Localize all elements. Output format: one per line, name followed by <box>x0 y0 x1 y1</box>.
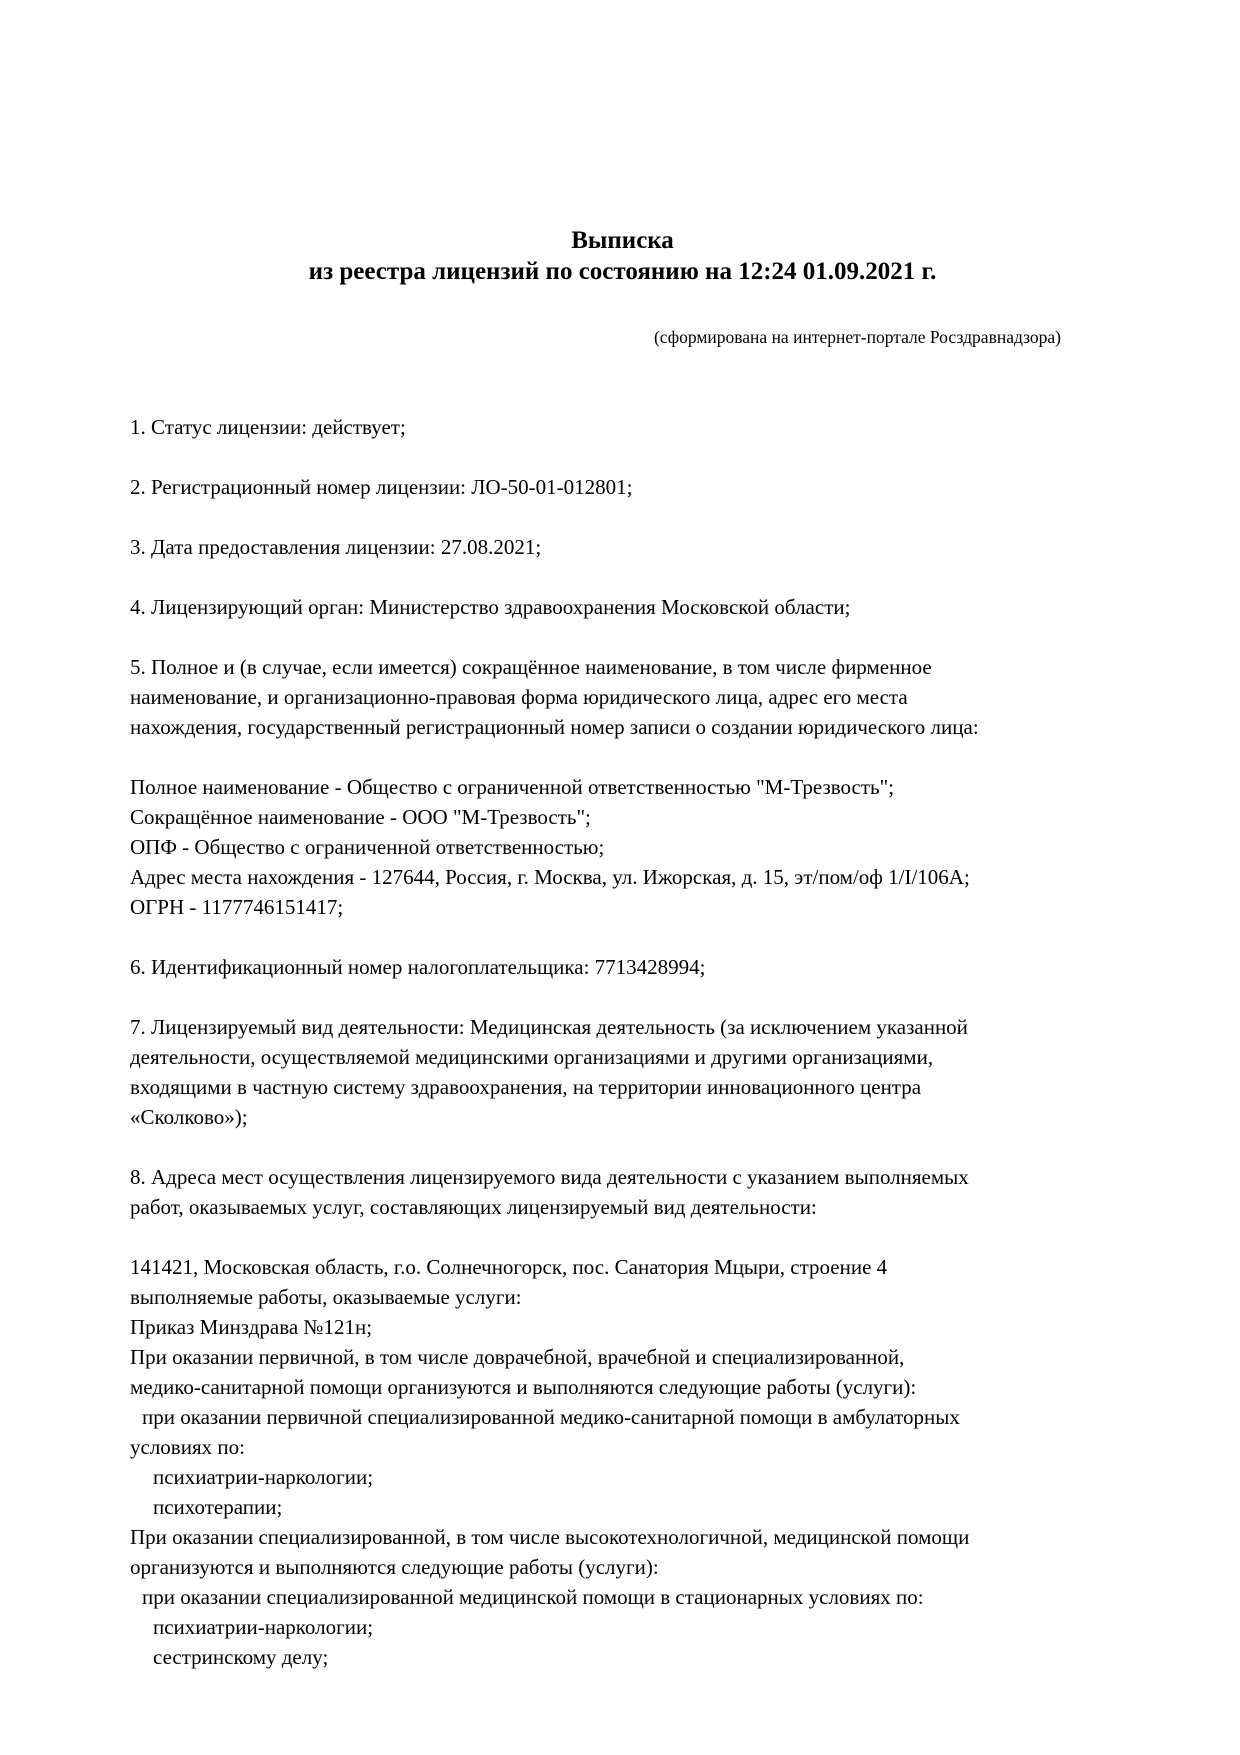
document-line: медико-санитарной помощи организуются и выполняются следующие работы (услуги): <box>130 1375 917 1399</box>
document-line: Приказ Минздрава №121н; <box>130 1315 373 1339</box>
document-line: условиях по: <box>130 1435 245 1459</box>
document-paragraph <box>130 952 1120 982</box>
document-paragraph <box>130 472 1120 502</box>
document-title-line1: Выписка <box>571 227 674 254</box>
document-line: Сокращённое наименование - ООО "М-Трезвость"; <box>130 805 591 829</box>
document-paragraph <box>130 772 1120 922</box>
document-line: психотерапии; <box>153 1495 283 1519</box>
document-line: входящими в частную систему здравоохранения, на территории инновационного центра <box>130 1075 922 1099</box>
document-paragraph <box>130 532 1120 562</box>
document-subtitle: (сформирована на интернет-портале Росздравнадзора) <box>653 327 1061 347</box>
document-line: при оказании первичной специализированной медико-санитарной помощи в амбулаторных <box>142 1405 960 1429</box>
document-paragraph <box>130 1252 1120 1672</box>
document-line: 141421, Московская область, г.о. Солнечногорск, пос. Санатория Мцыри, строение 4 <box>130 1255 888 1279</box>
document-line: при оказании специализированной медицинской помощи в стационарных условиях по: <box>142 1585 924 1609</box>
document-line: ОГРН - 1177746151417; <box>130 895 344 919</box>
document-paragraph <box>130 1012 1120 1132</box>
document-line: 7. Лицензируемый вид деятельности: Медицинская деятельность (за исключением указанной <box>130 1015 968 1039</box>
document-line: Адрес места нахождения - 127644, Россия, г. Москва, ул. Ижорская, д. 15, эт/пом/оф 1/I/106А; <box>130 865 970 889</box>
document-line: выполняемые работы, оказываемые услуги: <box>130 1285 522 1309</box>
document-line: организуются и выполняются следующие работы (услуги): <box>130 1555 659 1579</box>
document-body <box>130 412 1120 1702</box>
document-line: При оказании первичной, в том числе доврачебной, врачебной и специализированной, <box>130 1345 905 1369</box>
document-line: 4. Лицензирующий орган: Министерство здравоохранения Московской области; <box>130 595 851 619</box>
document-title <box>130 225 1115 287</box>
document-paragraph <box>130 412 1120 442</box>
document-line: 3. Дата предоставления лицензии: 27.08.2021; <box>130 535 542 559</box>
document-line: Полное наименование - Общество с ограниченной ответственностью "М-Трезвость"; <box>130 775 895 799</box>
document-line: наименование, и организационно-правовая форма юридического лица, адрес его места <box>130 685 908 709</box>
document-line: психиатрии-наркологии; <box>153 1615 374 1639</box>
document-line: 5. Полное и (в случае, если имеется) сокращённое наименование, в том числе фирменное <box>130 655 932 679</box>
document-title-line2: из реестра лицензий по состоянию на 12:24 01.09.2021 г. <box>308 258 937 285</box>
document-line: 1. Статус лицензии: действует; <box>130 415 406 439</box>
document-line: нахождения, государственный регистрационный номер записи о создании юридического лица: <box>130 715 979 739</box>
document-line: работ, оказываемых услуг, составляющих лицензируемый вид деятельности: <box>130 1195 817 1219</box>
document-line: «Сколково»); <box>130 1105 248 1129</box>
document-line: 8. Адреса мест осуществления лицензируемого вида деятельности с указанием выполняемых <box>130 1165 969 1189</box>
document-line: ОПФ - Общество с ограниченной ответственностью; <box>130 835 605 859</box>
document-line: психиатрии-наркологии; <box>153 1465 374 1489</box>
document-line: деятельности, осуществляемой медицинскими организациями и другими организациями, <box>130 1045 934 1069</box>
document-paragraph <box>130 652 1120 742</box>
document-paragraph <box>130 592 1120 622</box>
document-line: 2. Регистрационный номер лицензии: ЛО-50-01-012801; <box>130 475 633 499</box>
document-line: сестринскому делу; <box>153 1645 329 1669</box>
document-paragraph <box>130 1162 1120 1222</box>
document-line: При оказании специализированной, в том числе высокотехнологичной, медицинской помощи <box>130 1525 970 1549</box>
document-line: 6. Идентификационный номер налогоплательщика: 7713428994; <box>130 955 706 979</box>
